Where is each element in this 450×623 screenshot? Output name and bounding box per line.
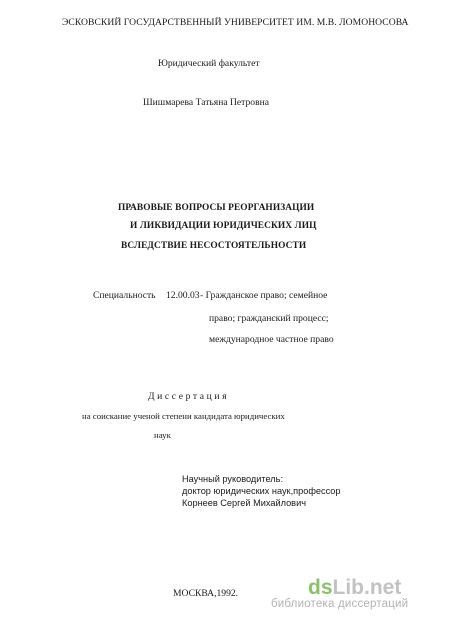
logo-part-lib: Lib.net bbox=[332, 576, 402, 598]
watermark-caption: библиотека диссертаций bbox=[271, 598, 409, 610]
thesis-title-line-2: И ЛИКВИДАЦИИ ЮРИДИЧЕСКИХ ЛИЦ bbox=[130, 221, 317, 231]
degree-line-2: наук bbox=[154, 430, 171, 440]
degree-line-1: на соискание ученой степени кандидата юридических bbox=[82, 411, 285, 421]
supervisor-degree: доктор юридических наук,профессор bbox=[182, 486, 341, 496]
faculty-name: Юридический факультет bbox=[158, 58, 260, 69]
specialty-code: 12.00.03 bbox=[166, 290, 200, 301]
specialty-name-line-3: международное частное право bbox=[209, 334, 334, 345]
specialty-name-line-2: право; гражданский процесс; bbox=[209, 313, 329, 324]
watermark bbox=[268, 568, 448, 618]
logo-part-ds: ds bbox=[308, 576, 333, 598]
thesis-title-line-1: ПРАВОВЫЕ ВОПРОСЫ РЕОРГАНИЗАЦИИ bbox=[118, 203, 315, 213]
city-year: МОСКВА,1992. bbox=[173, 588, 239, 599]
supervisor-label: Научный руководитель: bbox=[182, 474, 284, 484]
dslib-logo-icon bbox=[308, 574, 438, 598]
dslib-logo-text bbox=[308, 576, 401, 598]
dissertation-heading: Диссертация bbox=[148, 391, 230, 402]
supervisor-name: Корнеев Сергей Михайлович bbox=[182, 498, 306, 508]
thesis-title-line-3: ВСЛЕДСТВИЕ НЕСОСТОЯТЕЛЬНОСТИ bbox=[121, 241, 307, 251]
author-name: Шишмарева Татьяна Петровна bbox=[143, 97, 269, 108]
specialty-label: Специальность bbox=[93, 290, 156, 301]
specialty-name-line-1: - Гражданское право; семейное bbox=[200, 290, 328, 301]
university-name: ЭСКОВСКИЙ ГОСУДАРСТВЕННЫЙ УНИВЕРСИТЕТ ИМ. М.В. ЛОМОНОСОВА bbox=[62, 17, 409, 28]
